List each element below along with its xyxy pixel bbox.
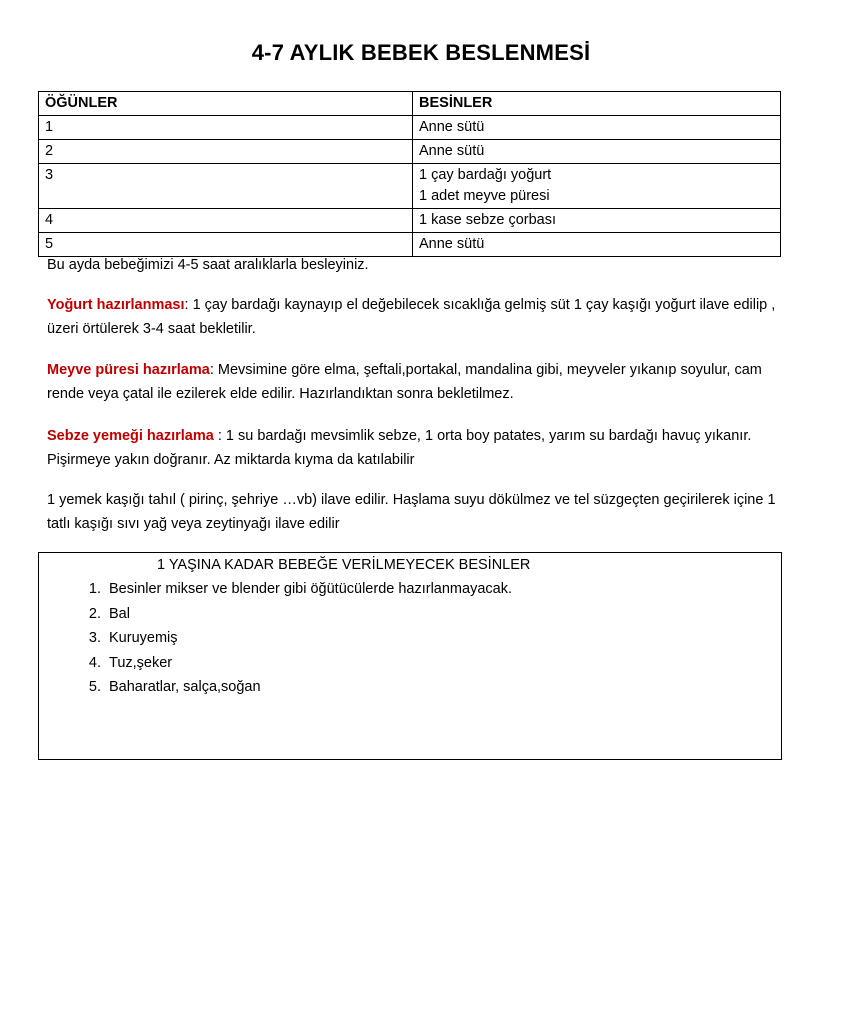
meal-number-cell: 2: [39, 140, 413, 164]
foods-cell: [413, 140, 781, 164]
box-title: 1 YAŞINA KADAR BEBEĞE VERİLMEYECEK BESİNLER: [157, 557, 531, 573]
table-row: [39, 116, 781, 140]
list-item: 3. Kuruyemiş: [105, 626, 512, 651]
meal-table: [38, 91, 781, 257]
grain-note: 1 yemek kaşığı tahıl ( pirinç, şehriye …vb) ilave edilir. Haşlama suyu dökülmez ve tel süzgeçten geçirilerek içine 1 tatlı kaşığı sıvı yağ veya zeytinyağı ilave edilir: [47, 492, 776, 532]
list-item: 4. Tuz,şeker: [105, 651, 512, 676]
table-row: [39, 164, 781, 209]
meal-number-cell: 4: [39, 209, 413, 233]
meal-number-cell: 5: [39, 233, 413, 257]
food-item: 1 adet meyve püresi: [419, 188, 550, 204]
section-text: : 1 çay bardağı kaynayıp el değebilecek sıcaklığa gelmiş süt 1 çay kaşığı yoğurt ilave edilip , üzeri örtülerek 3-4 saat bekletilir.: [47, 297, 776, 337]
section-label: Meyve püresi hazırlama: [47, 362, 210, 378]
meal-number-cell: 3: [39, 164, 413, 209]
column-header-meals: ÖĞÜNLER: [39, 92, 413, 116]
section-label: Yoğurt hazırlanması: [47, 297, 185, 313]
table-row: [39, 140, 781, 164]
food-item: Anne sütü: [419, 236, 485, 252]
meal-number-cell: 1: [39, 116, 413, 140]
forbidden-foods-box: [38, 552, 782, 760]
foods-cell: [413, 164, 781, 209]
feeding-interval-note: Bu ayda bebeğimizi 4-5 saat aralıklarla besleyiniz.: [47, 257, 369, 273]
foods-cell: [413, 116, 781, 140]
list-item: 1. Besinler mikser ve blender gibi öğütücülerde hazırlanmayacak.: [105, 577, 512, 602]
column-header-foods: BESİNLER: [413, 92, 781, 116]
fruit-puree-section: [47, 358, 787, 406]
food-item: 1 çay bardağı yoğurt: [419, 167, 552, 183]
table-row: [39, 209, 781, 233]
table-header-row: [39, 92, 781, 116]
list-item: 5. Baharatlar, salça,soğan: [105, 675, 512, 700]
food-item: Anne sütü: [419, 143, 485, 159]
page-title: 4-7 AYLIK BEBEK BESLENMESİ: [251, 40, 591, 65]
yogurt-section: [47, 293, 787, 341]
foods-cell: [413, 209, 781, 233]
section-text: : 1 su bardağı mevsimlik sebze, 1 orta boy patates, yarım su bardağı havuç yıkanır. Pişirmeye yakın doğranır. Az miktarda kıyma da katılabilir: [47, 428, 752, 468]
food-item: 1 kase sebze çorbası: [419, 212, 557, 228]
list-item: 2. Bal: [105, 602, 512, 627]
forbidden-foods-list: [79, 577, 512, 700]
section-label: Sebze yemeği hazırlama: [47, 428, 214, 444]
food-item: Anne sütü: [419, 119, 485, 135]
section-text: : Mevsimine göre elma, şeftali,portakal, mandalina gibi, meyveler yıkanıp soyulur, cam rende veya çatal ile ezilerek elde edilir. Hazırlandıktan sonra bekletilmez.: [47, 362, 762, 402]
vegetable-section: [47, 424, 787, 472]
